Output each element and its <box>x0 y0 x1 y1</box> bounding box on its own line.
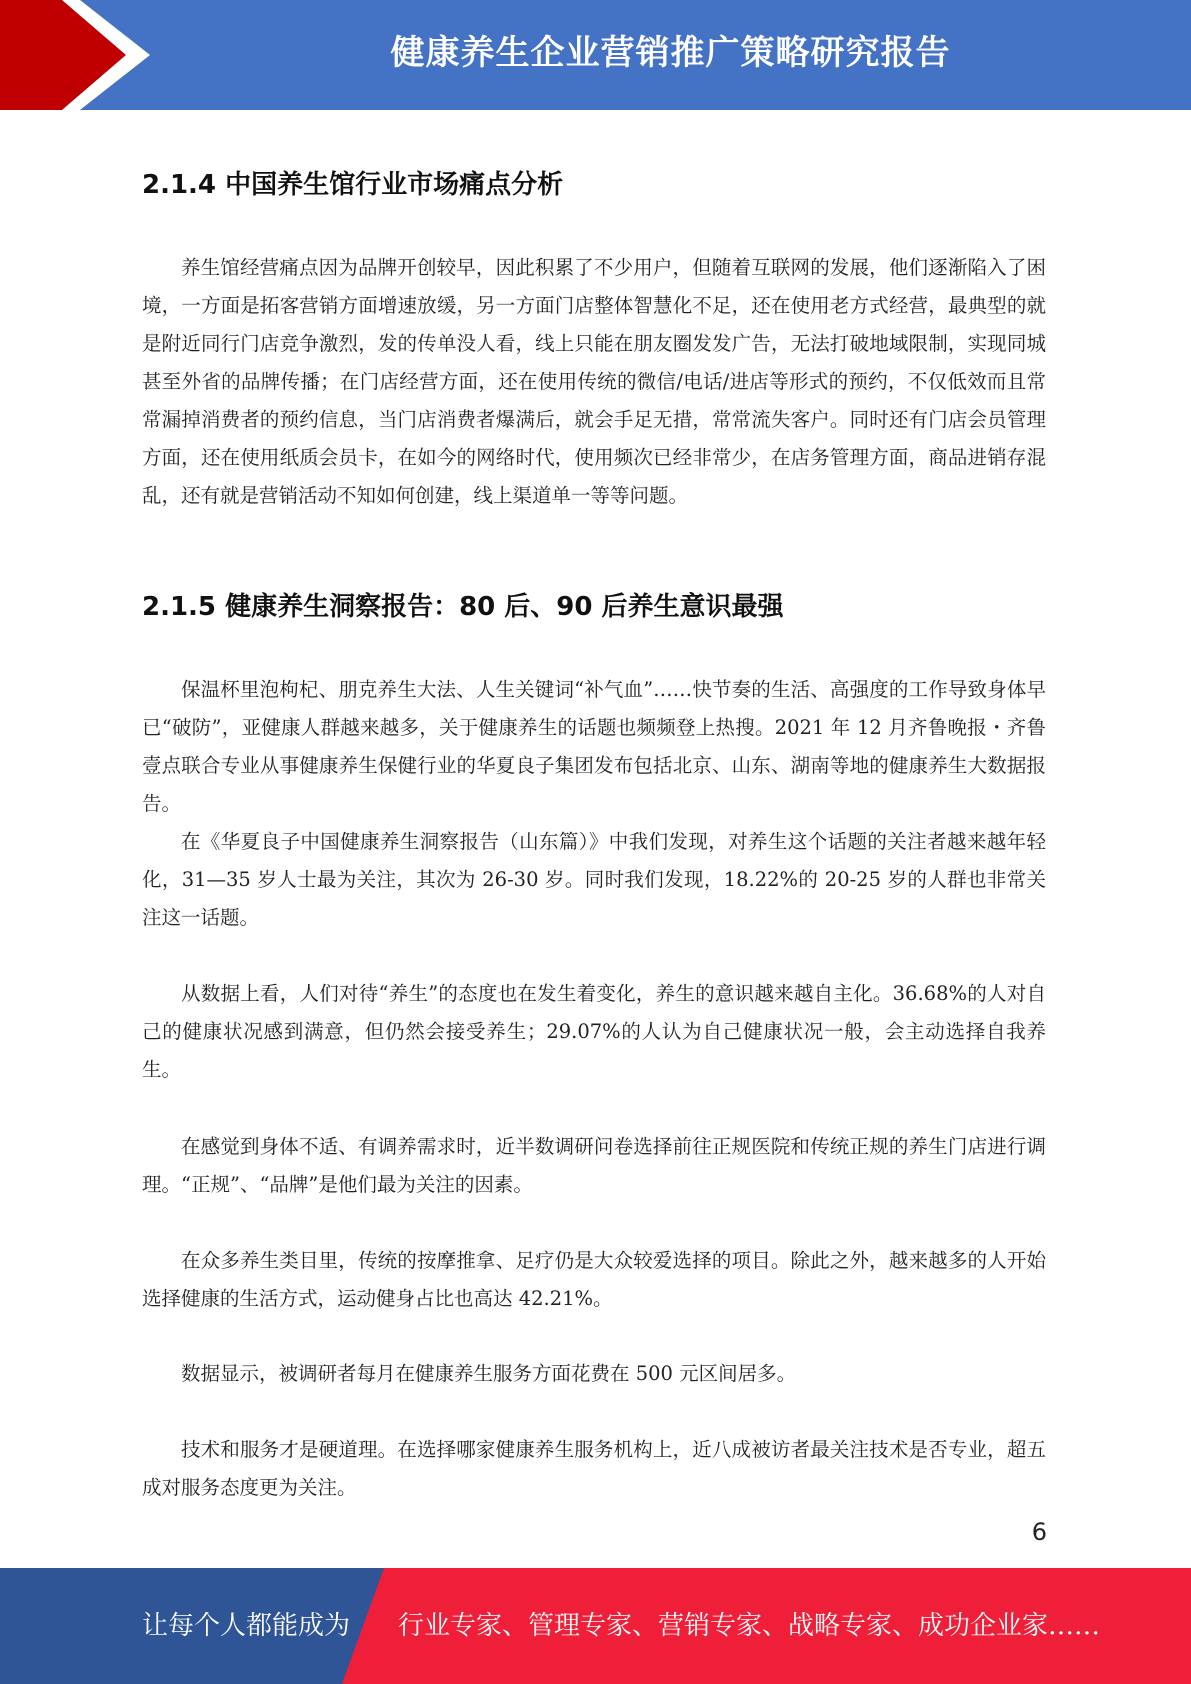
paragraph: 在《华夏良子中国健康养生洞察报告（山东篇）》中我们发现，对养生这个话题的关注者越来越年轻化，31—35 岁人士最为关注，其次为 26-30 岁。同时我们发现，18.22%的 20-25 岁的人群也非常关注这一话题。 <box>142 830 1046 929</box>
footer-slogan-right: 行业专家、管理专家、营销专家、战略专家、成功企业家…… <box>398 1611 1101 1641</box>
paragraph: 保温杯里泡枸杞、朋克养生大法、人生关键词“补气血”……快节奏的生活、高强度的工作导致身体早已“破防”，亚健康人群越来越多，关于健康养生的话题也频频登上热搜。2021 年 12 月齐鲁晚报・齐鲁壹点联合专业从事健康养生保健行业的华夏良子集团发布包括北京、山东、湖南等地的健康养生大数据报告。 <box>142 678 1046 815</box>
header-banner <box>0 0 1191 110</box>
footer-banner <box>0 1568 1191 1684</box>
paragraph: 数据显示，被调研者每月在健康养生服务方面花费在 500 元区间居多。 <box>181 1362 797 1385</box>
report-title: 健康养生企业营销推广策略研究报告 <box>390 33 951 73</box>
section-heading-2-1-5: 2.1.5 健康养生洞察报告：80 后、90 后养生意识最强 <box>142 592 784 622</box>
paragraph: 在感觉到身体不适、有调养需求时，近半数调研问卷选择前往正规医院和传统正规的养生门店进行调理。“正规”、“品牌”是他们最为关注的因素。 <box>142 1135 1046 1196</box>
footer-slogan-left: 让每个人都能成为 <box>142 1611 351 1641</box>
paragraph: 技术和服务才是硬道理。在选择哪家健康养生服务机构上，近八成被访者最关注技术是否专业，超五成对服务态度更为关注。 <box>142 1438 1046 1499</box>
paragraph: 从数据上看，人们对待“养生”的态度也在发生着变化，养生的意识越来越自主化。36.68%的人对自己的健康状况感到满意，但仍然会接受养生；29.07%的人认为自己健康状况一般，会主动选择自我养生。 <box>142 982 1046 1081</box>
paragraph: 养生馆经营痛点因为品牌开创较早，因此积累了不少用户，但随着互联网的发展，他们逐渐陷入了困境，一方面是拓客营销方面增速放缓，另一方面门店整体智慧化不足，还在使用老方式经营，最典型的就是附近同行门店竞争激烈，发的传单没人看，线上只能在朋友圈发发广告，无法打破地域限制，实现同城甚至外省的品牌传播；在门店经营方面，还在使用传统的微信/电话/进店等形式的预约，不仅低效而且常常漏掉消费者的预约信息，当门店消费者爆满后，就会手足无措，常常流失客户。同时还有门店会员管理方面，还在使用纸质会员卡，在如今的网络时代，使用频次已经非常少，在店务管理方面，商品进销存混乱，还有就是营销活动不知如何创建，线上渠道单一等等问题。 <box>142 256 1046 507</box>
page-number: 6 <box>1031 1518 1047 1546</box>
section-heading-2-1-4: 2.1.4 中国养生馆行业市场痛点分析 <box>142 170 564 200</box>
paragraph: 在众多养生类目里，传统的按摩推拿、足疗仍是大众较爱选择的项目。除此之外，越来越多的人开始选择健康的生活方式，运动健身占比也高达 42.21%。 <box>142 1249 1046 1310</box>
